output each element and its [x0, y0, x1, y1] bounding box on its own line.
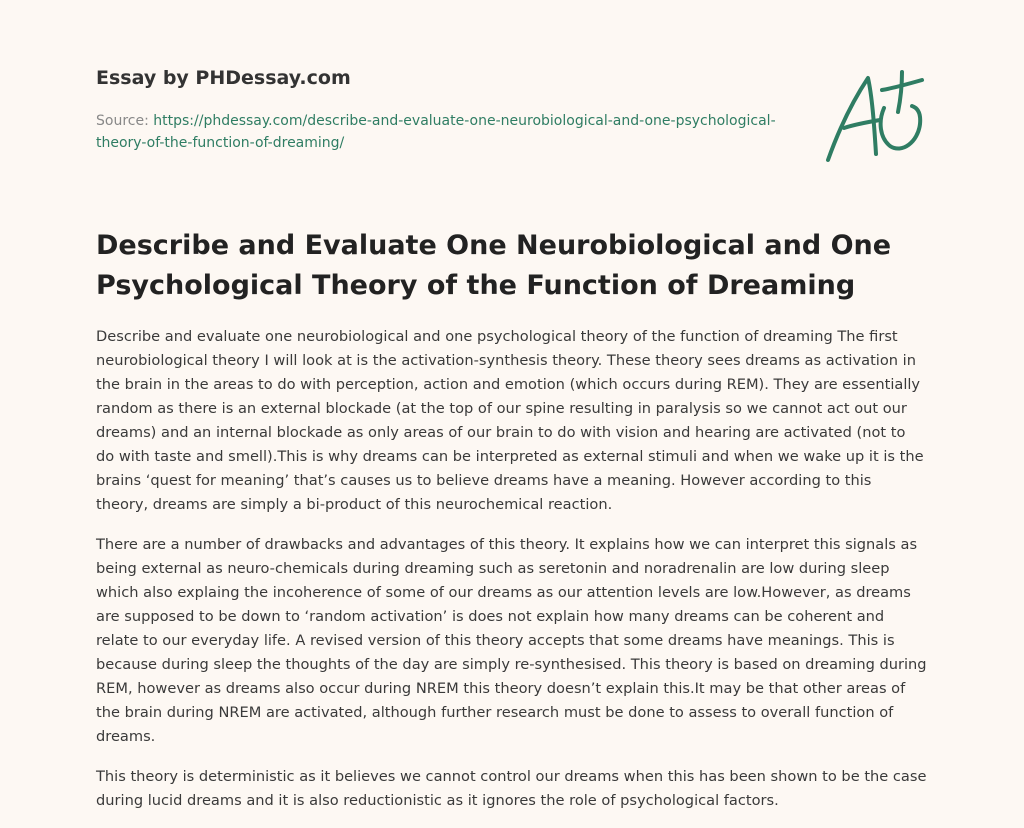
source-label: Source:	[96, 113, 149, 129]
essay-title: Describe and Evaluate One Neurobiological and One Psychological Theory of the Function of Dreaming	[96, 230, 892, 301]
source-line	[96, 110, 816, 154]
essay-paragraph: This theory is deterministic as it believes we cannot control our dreams when this has been shown to be the case during lucid dreams and it is also reductionistic as it ignores the role of psychological factors.	[96, 768, 927, 809]
essay-header	[96, 64, 816, 154]
essay-paragraph: There are a number of drawbacks and advantages of this theory. It explains how we can interpret this signals as being external as neuro-chemicals during dreaming such as seretonin and noradrenalin are low during sleep which also explaing the incoherence of some of our dreams as our attention levels are low.However, as dreams are supposed to be down to ‘random activation’ is does not explain how many dreams can be coherent and relate to our everyday life. A revised version of this theory accepts that some dreams have meanings. This is because during sleep the thoughts of the day are simply re-synthesised. This theory is based on dreaming during REM, however as dreams also occur during NREM this theory doesn’t explain this.It may be that other areas of the brain during NREM are activated, although further research must be done to assess to overall function of dreams.	[96, 536, 927, 745]
essay-body	[96, 325, 928, 828]
site-title: Essay by PHDessay.com	[96, 67, 351, 89]
source-link[interactable]: https://phdessay.com/describe-and-evaluate-one-neurobiological-and-one-psychological-theory-of-the-function-of-dreaming/	[96, 113, 776, 151]
essay-paragraph: Describe and evaluate one neurobiological and one psychological theory of the function of dreaming The first neurobiological theory I will look at is the activation-synthesis theory. These theory sees dreams as activation in the brain in the areas to do with perception, action and emotion (which occurs during REM). They are essentially random as there is an external blockade (at the top of our spine resulting in paralysis so we cannot act out our dreams) and an internal blockade as only areas of our brain to do with vision and hearing are activated (not to do with taste and smell).This is why dreams can be interpreted as external stimuli and when we wake up it is the brains ‘quest for meaning’ that’s causes us to believe dreams have a meaning. However according to this theory, dreams are simply a bi-product of this neurochemical reaction.	[96, 328, 924, 513]
a-plus-grade-icon	[822, 68, 926, 164]
